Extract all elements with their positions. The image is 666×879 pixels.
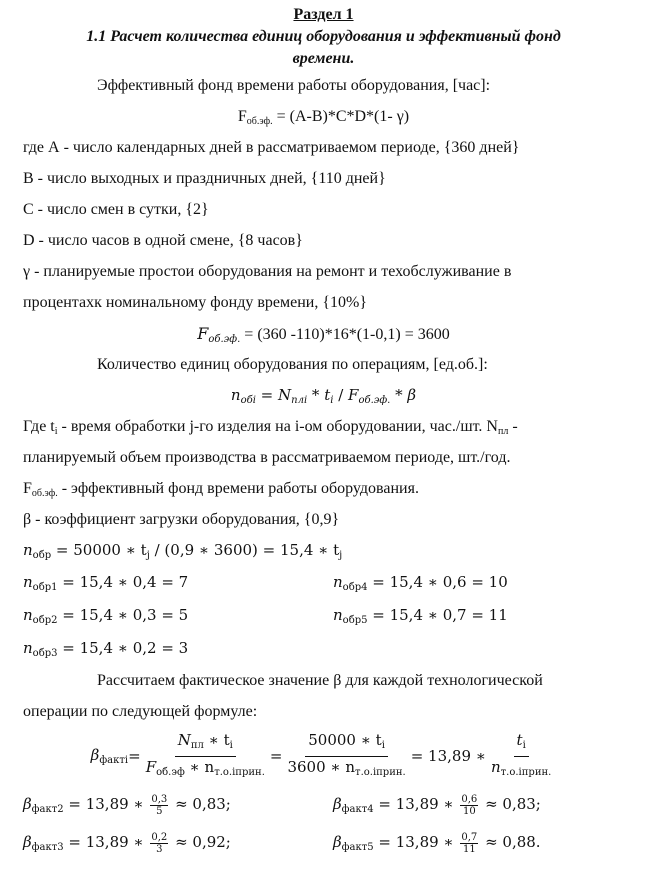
formula-fund <box>23 101 624 132</box>
formula-subscript: обр2 <box>32 615 58 626</box>
formula-operator: = <box>128 747 141 765</box>
formula-rhs: = 15,4 ∗ 0,4 = 7 <box>57 573 189 591</box>
small-fraction <box>460 832 478 855</box>
fraction-denominator: 11 <box>462 843 476 855</box>
formula-subscript: обр1 <box>32 582 58 593</box>
formula-subscript: об.эф <box>156 766 185 778</box>
fraction-denominator: 5 <box>156 805 163 817</box>
formula-subscript: j <box>146 550 150 561</box>
formula-subscript: факт3 <box>31 842 64 853</box>
definition-t-1 <box>23 411 624 442</box>
formula-symbol: n <box>23 573 33 591</box>
formula-rhs: 50000 ∗ t <box>308 730 382 749</box>
formula-rhs: = 15,4 ∗ 0,2 = 3 <box>57 639 189 657</box>
formula-rhs: ∗ n <box>184 757 215 776</box>
formula-subscript: плi <box>291 395 308 406</box>
formula-symbol: n <box>23 541 33 559</box>
n-values-row-1 <box>23 566 624 599</box>
fraction-denominator: 10 <box>462 805 476 817</box>
formula-symbol: β <box>23 795 32 813</box>
n-value-1 <box>23 566 333 599</box>
formula-subscript: обi <box>240 395 256 406</box>
n-values-row-2 <box>23 599 624 632</box>
paragraph-beta-2: операции по следующей формуле: <box>23 703 258 720</box>
beta-values-row-1 <box>23 785 624 823</box>
heading-line-1: 1.1 Расчет количества единиц оборудования и эффективный фонд <box>86 28 561 45</box>
fraction-2 <box>284 730 408 783</box>
formula-subscript: обр5 <box>342 615 368 626</box>
fraction-denominator: 3 <box>156 843 163 855</box>
text-part: F <box>23 480 32 497</box>
formula-subscript: факт4 <box>341 804 374 815</box>
text-subscript: i <box>54 426 58 437</box>
formula-rhs: = 13,89 ∗ <box>63 833 149 851</box>
text-subscript: пл <box>497 426 509 437</box>
formula-operator: = <box>269 747 283 765</box>
small-fraction <box>150 794 168 817</box>
fraction-3 <box>488 730 554 783</box>
definition-t-2: планируемый объем производства в рассматриваемом периоде, шт./год. <box>23 449 511 466</box>
formula-rhs: = 13,89 ∗ <box>410 747 486 765</box>
formula-subscript: т.о.iприн. <box>214 766 265 778</box>
formula-rhs: = 15,4 ∗ 0,3 = 5 <box>57 606 189 624</box>
formula-subscript: т.о.iприн. <box>500 766 552 778</box>
text-part: - эффективный фонд времени работы оборудования. <box>57 480 419 497</box>
fraction-numerator: 0,6 <box>461 793 478 805</box>
formula-rhs: = (360 -110)*16*(1-0,1) = 3600 <box>240 326 450 343</box>
formula-symbol: n <box>230 386 241 404</box>
formula-rhs: = 50000 ∗ t <box>51 541 147 559</box>
formula-subscript: об.эф. <box>208 334 241 345</box>
formula-operator: = <box>255 386 279 404</box>
formula-rhs: ≈ 0,83; <box>170 795 231 813</box>
formula-operator: * β <box>390 386 417 404</box>
text-subscript: об.эф. <box>31 488 58 499</box>
beta-value-2 <box>23 785 333 823</box>
formula-symbol: N <box>278 386 292 404</box>
formula-rhs: / (0,9 ∗ 3600) = 15,4 ∗ t <box>149 541 340 559</box>
small-fraction <box>150 832 168 855</box>
formula-subscript: обр4 <box>342 582 368 593</box>
text-part: Где t <box>23 418 55 435</box>
formula-subscript: i <box>229 739 233 751</box>
formula-rhs: = 15,4 ∗ 0,7 = 11 <box>367 606 508 624</box>
fraction-numerator: 0,3 <box>151 793 168 805</box>
formula-symbol: F <box>348 386 359 404</box>
formula-rhs: = 13,89 ∗ <box>63 795 149 813</box>
formula-fund-calc <box>23 318 624 349</box>
formula-symbol: t <box>516 730 523 749</box>
formula-symbol: n <box>23 606 33 624</box>
fraction-1 <box>143 730 268 783</box>
formula-rhs: 3600 ∗ n <box>287 757 356 776</box>
formula-symbol: F <box>145 757 157 776</box>
heading-line-2: времени. <box>292 50 355 67</box>
text-part: - <box>508 418 518 435</box>
definition-c: С - число смен в сутки, {2} <box>23 201 209 218</box>
fraction-numerator: 0,7 <box>461 831 478 843</box>
n-value-5 <box>333 599 508 632</box>
formula-operator: / <box>333 386 349 404</box>
formula-subscript: i <box>522 739 526 751</box>
beta-value-5 <box>333 823 541 861</box>
paragraph-fund-intro: Эффективный фонд времени работы оборудования, [час]: <box>97 77 491 94</box>
formula-symbol: n <box>23 639 33 657</box>
formula-symbol: t <box>324 386 331 404</box>
definition-beta: β - коэффициент загрузки оборудования, {0,9} <box>23 511 340 528</box>
formula-beta <box>23 727 624 785</box>
section-title: Раздел 1 <box>293 6 354 23</box>
formula-subscript: т.о.iприн. <box>355 766 406 778</box>
n-values-row-3 <box>23 632 624 665</box>
formula-symbol: F <box>237 108 247 125</box>
formula-subscript: об.эф. <box>358 395 391 406</box>
formula-symbol: n <box>333 573 343 591</box>
formula-nobr <box>23 535 624 566</box>
formula-subscript: i <box>330 395 334 406</box>
definition-f <box>23 473 624 504</box>
formula-subscript: факт5 <box>341 842 374 853</box>
formula-symbol: N <box>177 730 191 749</box>
definition-d: D - число часов в одной смене, {8 часов} <box>23 232 303 249</box>
formula-subscript: об.эф. <box>246 116 273 127</box>
formula-symbol: F <box>197 324 209 343</box>
formula-rhs: ∗ t <box>203 730 230 749</box>
formula-symbol: β <box>90 746 100 764</box>
formula-symbol: β <box>333 795 342 813</box>
formula-symbol: β <box>333 833 342 851</box>
formula-subscript: обр <box>32 550 52 561</box>
definition-b: В - число выходных и праздничных дней, {110 дней} <box>23 170 386 187</box>
definition-a: где А - число календарных дней в рассматриваемом периоде, {360 дней} <box>23 139 520 156</box>
small-fraction <box>460 794 478 817</box>
paragraph-beta-1: Рассчитаем фактическое значение β для каждой технологической <box>97 672 543 689</box>
formula-subscript: фактi <box>99 755 129 766</box>
formula-rhs: = (A-B)*C*D*(1- γ) <box>272 108 410 125</box>
formula-rhs: = 13,89 ∗ <box>373 795 459 813</box>
formula-symbol: n <box>333 606 343 624</box>
definition-gamma-1: γ - планируемые простои оборудования на ремонт и техобслуживание в <box>23 263 512 280</box>
n-value-2 <box>23 599 333 632</box>
fraction-numerator: 0,2 <box>151 831 168 843</box>
formula-rhs: ≈ 0,92; <box>170 833 231 851</box>
formula-subscript: i <box>381 739 385 751</box>
text-part: - время обработки j-го изделия на i-ом оборудовании, час./шт. N <box>57 418 498 435</box>
beta-value-4 <box>333 785 541 823</box>
formula-operator: * <box>307 386 325 404</box>
formula-subscript: пл <box>190 739 204 751</box>
formula-units <box>23 380 624 411</box>
beta-value-3 <box>23 823 333 861</box>
formula-rhs: ≈ 0,83; <box>480 795 541 813</box>
definition-gamma-2: процентахк номинальному фонду времени, {10%} <box>23 294 368 311</box>
beta-values-row-2 <box>23 823 624 861</box>
formula-symbol: n <box>490 757 501 776</box>
paragraph-units-intro: Количество единиц оборудования по операциям, [ед.об.]: <box>97 356 488 373</box>
formula-rhs: = 15,4 ∗ 0,6 = 10 <box>367 573 508 591</box>
formula-subscript: обр3 <box>32 648 58 659</box>
n-value-3 <box>23 632 333 665</box>
formula-subscript: j <box>339 550 343 561</box>
formula-subscript: факт2 <box>31 804 64 815</box>
formula-symbol: β <box>23 833 32 851</box>
formula-rhs: ≈ 0,88. <box>480 833 541 851</box>
formula-rhs: = 13,89 ∗ <box>373 833 459 851</box>
n-value-4 <box>333 566 508 599</box>
